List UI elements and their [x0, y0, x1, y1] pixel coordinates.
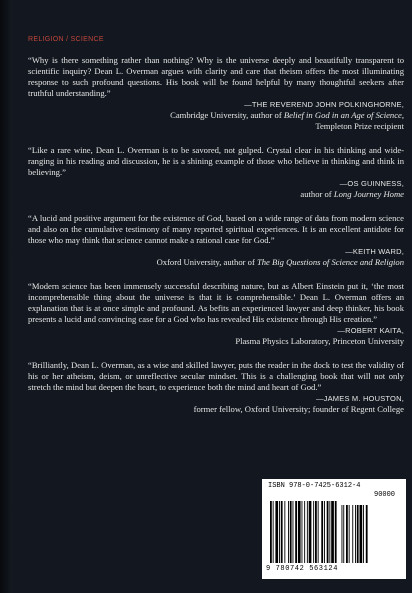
barcode-stripe — [342, 505, 343, 563]
barcode-stripe — [275, 501, 278, 563]
barcode-stripe — [313, 501, 314, 563]
barcode-stripe — [327, 501, 329, 563]
barcode-stripe — [290, 501, 292, 563]
endorser-affiliation: Oxford University, author of — [156, 257, 257, 267]
endorser-name: —JAMES M. HOUSTON, — [315, 394, 404, 403]
barcode-stripe — [346, 505, 348, 563]
barcode-stripe — [360, 505, 363, 563]
endorser-name: —OS GUINNESS, — [339, 179, 404, 188]
blurb-text: “A lucid and positive argument for the existence of God, based on a wide range of data from modern science and also on the cumulative testimony of many reported spiritual experiences. It is an excellent antidote for those who may think that science cannot make a rational case for God.” — [28, 213, 404, 245]
blurb-kaita — [28, 281, 404, 347]
blurb-attribution — [28, 246, 404, 268]
price-code: 90000 — [374, 491, 396, 499]
barcode-stripe — [321, 501, 323, 563]
endorser-book-title: The Big Questions of Science and Religion — [256, 257, 404, 267]
isbn-number: ISBN 978-0-7425-6312-4 — [268, 482, 361, 490]
barcode-stripe — [357, 505, 359, 563]
endorser-affiliation: Cambridge University, author of — [170, 110, 284, 120]
blurb-guinness — [28, 145, 404, 200]
category-label: RELIGION / SCIENCE — [28, 36, 104, 43]
endorser-affiliation: Plasma Physics Laboratory, Princeton University — [235, 336, 404, 346]
barcode-stripe — [331, 501, 334, 563]
barcode-stripe — [284, 501, 285, 563]
blurb-text: “Like a rare wine, Dean L. Overman is to be savored, not gulped. Crystal clear in his thinking and wide-ranging in his reading and discussion, he is a shining example of those who believe in thinking and think in believing.” — [28, 145, 404, 177]
barcode-stripe — [288, 501, 289, 563]
barcode-stripe — [279, 501, 280, 563]
barcode-stripe — [295, 501, 297, 563]
barcode-stripe — [324, 501, 325, 563]
blurb-attribution — [28, 393, 404, 415]
barcode-stripe — [366, 505, 368, 563]
blurb-attribution — [28, 99, 404, 132]
barcode-stripe — [304, 501, 305, 563]
barcode-stripe — [349, 505, 350, 563]
blurb-houston — [28, 360, 404, 415]
endorser-award: Templeton Prize recipient — [315, 121, 404, 131]
endorser-affiliation: former fellow, Oxford University; founder of Regent College — [193, 404, 404, 414]
barcode-stripe — [309, 501, 312, 563]
barcode-stripe — [315, 501, 317, 563]
blurb-text: “Brilliantly, Dean L. Overman, as a wise and skilled lawyer, puts the reader in the dock to test the validity of his or her atheism, deism, or unreflective secular mindset. This is a challenging book that will not only stretch the mind but deepen the heart, to experience both the mind and heart of God.” — [28, 360, 404, 392]
barcode-stripe — [307, 501, 308, 563]
isbn-barcode — [262, 479, 406, 579]
blurb-attribution — [28, 325, 404, 347]
blurb-attribution — [28, 178, 404, 200]
endorser-book-title: Belief in God in an Age of Science — [283, 110, 402, 120]
barcode-stripe — [355, 505, 356, 563]
endorser-affiliation: author of — [300, 189, 334, 199]
spine-edge — [0, 0, 12, 593]
endorser-name: —ROBERT KAITA, — [337, 326, 404, 335]
blurb-ward — [28, 213, 404, 268]
barcode-stripe — [273, 501, 274, 563]
ean-digits: 9 780742 563124 — [266, 565, 339, 573]
endorser-book-title: Long Journey Home — [333, 189, 404, 199]
barcode-stripe — [352, 505, 353, 563]
barcode-stripe — [298, 501, 301, 563]
barcode-stripe — [281, 501, 283, 563]
barcode-stripe — [363, 505, 364, 563]
barcode-stripe — [329, 501, 330, 563]
barcode-stripe — [335, 501, 337, 563]
endorser-name: —THE REVEREND JOHN POLKINGHORNE, — [244, 100, 404, 109]
blurb-text: “Modern science has been immensely successful describing nature, but as Albert Einstein put it, ‘the most incomprehensible thing about the universe is that it is comprehensible.’ Dean L. Overman offers an explanation that is at once simple and profound. As befits an experienced lawyer and deep thinker, his book presents a lucid and convincing case for a God who has revealed His existence through His creation.” — [28, 281, 404, 324]
barcode-stripe — [343, 505, 344, 563]
barcode-bars — [270, 501, 398, 563]
barcode-stripe — [293, 501, 294, 563]
barcode-stripe — [318, 501, 319, 563]
barcode-stripe — [302, 501, 303, 563]
endorser-name: —KEITH WARD, — [345, 247, 404, 256]
blurb-polkinghorne — [28, 55, 404, 132]
endorser-affiliation-suffix: , — [401, 110, 404, 120]
blurb-text: “Why is there something rather than nothing? Why is the universe deeply and beautifully transparent to scientific inquiry? Dean L. Overman argues with clarity and care that theism offers the most illuminating response to such profound questions. His book will be found helpful by many thoughtful seekers after truthful understanding.” — [28, 55, 404, 98]
barcode-stripe — [270, 501, 272, 563]
